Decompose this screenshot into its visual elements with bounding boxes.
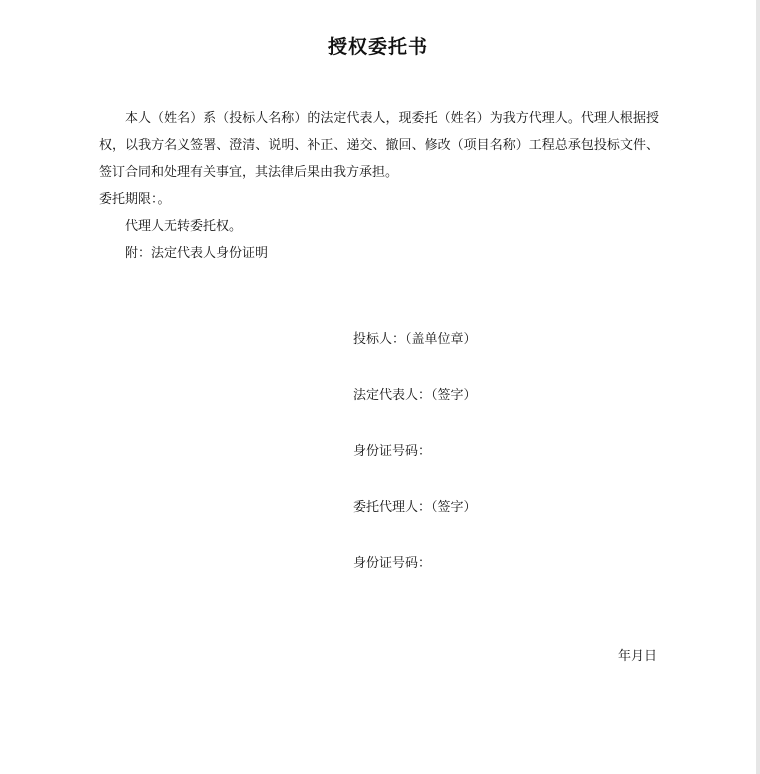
agent-id-line: 身份证号码： xyxy=(353,556,432,571)
document-title: 授权委托书 xyxy=(327,36,428,58)
term-line: 委托期限：。 xyxy=(99,192,171,207)
date-line: 年月日 xyxy=(618,649,658,664)
bidder-signature-line: 投标人：（盖单位章） xyxy=(353,332,477,347)
agent-signature-line: 委托代理人：（签字） xyxy=(353,500,477,515)
no-sub-delegation-line: 代理人无转委托权。 xyxy=(125,219,243,234)
legal-rep-id-line: 身份证号码： xyxy=(353,444,432,459)
legal-rep-signature-line: 法定代表人：（签字） xyxy=(353,388,477,403)
authorization-paragraph: 本人（姓名）系（投标人名称）的法定代表人，现委托（姓名）为我方代理人。代理人根据授权，以我方名义签署、澄清、说明、补正、递交、撤回、修改（项目名称）工程总承包投标文件、签订合同和处理有关事宜，其法律后果由我方承担。 xyxy=(99,111,659,180)
document-body xyxy=(99,105,659,267)
signature-block xyxy=(353,330,477,610)
attachment-line: 附：法定代表人身份证明 xyxy=(125,246,269,261)
